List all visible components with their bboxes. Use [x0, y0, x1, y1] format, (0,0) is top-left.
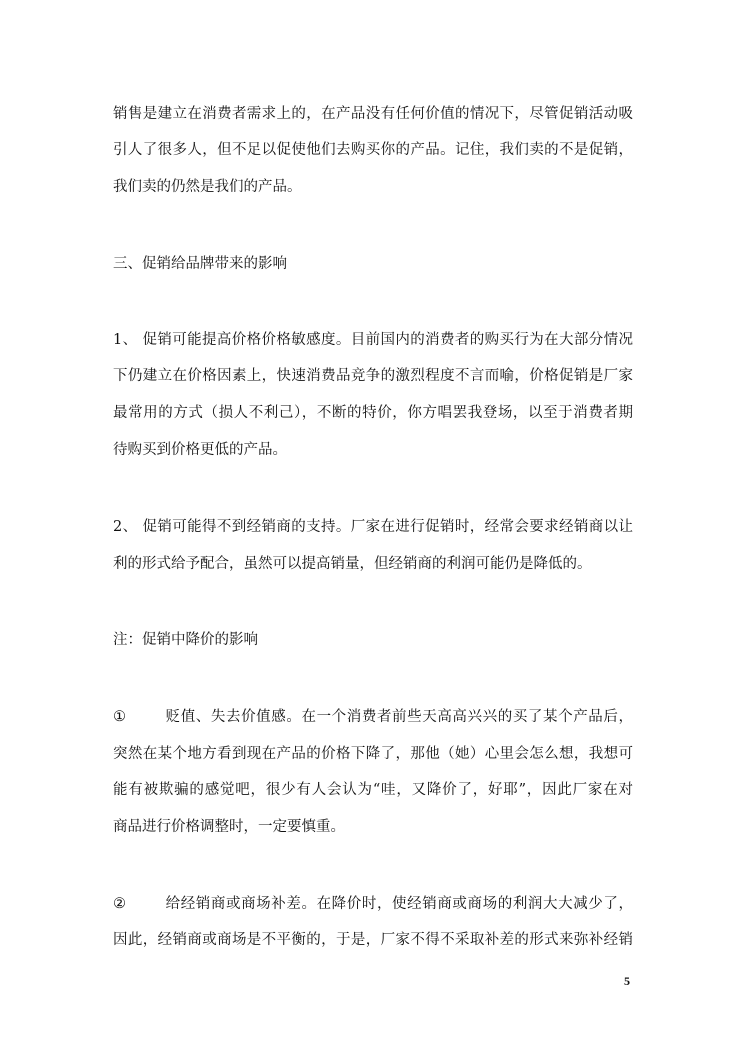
- list-item-line: 下仍建立在价格因素上，快速消费品竞争的激烈程度不言而喻，价格促销是厂家: [113, 368, 633, 384]
- circled-number-marker: ②: [113, 896, 126, 912]
- section-heading: 三、促销给品牌带来的影响: [113, 256, 287, 272]
- list-item-line: 最常用的方式（损人不利己），不断的特价，你方唱罢我登场，以至于消费者期: [113, 405, 633, 421]
- circled-item-line: 因此，经销商或商场是不平衡的，于是，厂家不得不采取补差的形式来弥补经销: [113, 932, 633, 948]
- page-number: 5: [624, 974, 630, 988]
- list-item-line: 待购买到价格更低的产品。: [113, 442, 287, 458]
- circled-number-marker: ①: [113, 709, 126, 725]
- circled-item-line: 能有被欺骗的感觉吧，很少有人会认为“哇，又降价了，好耶”，因此厂家在对: [113, 782, 633, 798]
- circled-item-text: 贬值、失去价值感。在一个消费者前些天高高兴兴的买了某个产品后，: [165, 709, 633, 725]
- circled-item-line: 突然在某个地方看到现在产品的价格下降了，那他（她）心里会怎么想，我想可: [113, 746, 633, 762]
- list-item-line: 1、 促销可能提高价格价格敏感度。目前国内的消费者的购买行为在大部分情况: [113, 332, 633, 348]
- paragraph-line: 我们卖的仍然是我们的产品。: [113, 179, 302, 195]
- circled-item-text: 给经销商或商场补差。在降价时，使经销商或商场的利润大大减少了，: [165, 896, 633, 912]
- paragraph-line: 销售是建立在消费者需求上的，在产品没有任何价值的情况下，尽管促销活动吸: [113, 106, 633, 122]
- circled-item-line: 商品进行价格调整时，一定要慎重。: [113, 819, 345, 835]
- circled-item-line: [113, 707, 633, 727]
- circled-item-line: [113, 894, 633, 914]
- note-heading: 注：促销中降价的影响: [113, 632, 258, 648]
- list-item-line: 2、 促销可能得不到经销商的支持。厂家在进行促销时，经常会要求经销商以让: [113, 519, 633, 535]
- list-item-line: 利的形式给予配合，虽然可以提高销量，但经销商的利润可能仍是降低的。: [113, 556, 592, 572]
- paragraph-line: 引人了很多人，但不足以促使他们去购买你的产品。记住，我们卖的不是促销，: [113, 142, 633, 158]
